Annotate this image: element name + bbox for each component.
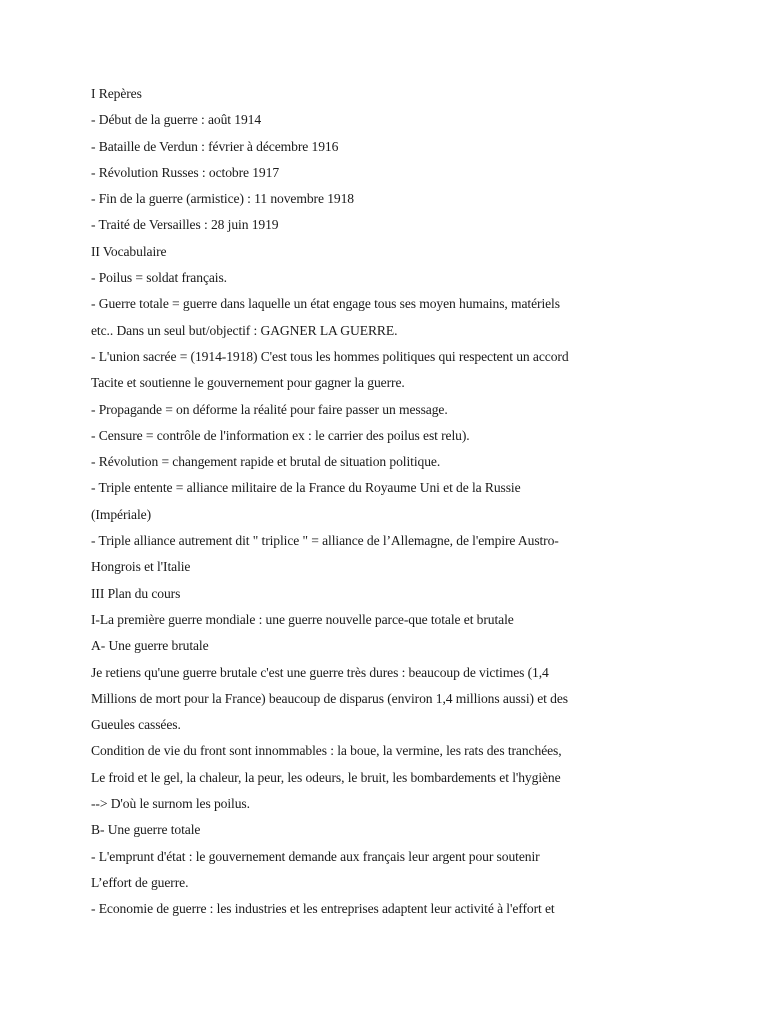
text-line: - Poilus = soldat français. <box>91 270 227 286</box>
text-line: - Economie de guerre : les industries et les entreprises adaptent leur activité à l'effort et <box>91 901 555 917</box>
text-line: --> D'où le surnom les poilus. <box>91 796 250 812</box>
text-line: Millions de mort pour la France) beaucoup de disparus (environ 1,4 millions aussi) et des <box>91 690 568 706</box>
text-line: - L'union sacrée = (1914-1918) C'est tous les hommes politiques qui respectent un accord <box>91 348 569 364</box>
text-line: - Bataille de Verdun : février à décembre 1916 <box>91 138 339 154</box>
text-line: - Triple entente = alliance militaire de la France du Royaume Uni et de la Russie <box>91 480 521 496</box>
text-line: Tacite et soutienne le gouvernement pour gagner la guerre. <box>91 375 405 391</box>
text-line: - Guerre totale = guerre dans laquelle un état engage tous ses moyen humains, matériels <box>91 296 560 312</box>
text-line: L’effort de guerre. <box>91 874 189 890</box>
text-line: B- Une guerre totale <box>91 822 201 838</box>
text-line: A- Une guerre brutale <box>91 638 209 654</box>
text-line: etc.. Dans un seul but/objectif : GAGNER LA GUERRE. <box>91 322 398 338</box>
text-line: - Fin de la guerre (armistice) : 11 novembre 1918 <box>91 191 354 207</box>
text-line: Je retiens qu'une guerre brutale c'est une guerre très dures : beaucoup de victimes (1,4 <box>91 664 549 680</box>
text-line: - Censure = contrôle de l'information ex : le carrier des poilus est relu). <box>91 427 470 443</box>
text-line: III Plan du cours <box>91 585 181 601</box>
text-line: II Vocabulaire <box>91 243 167 259</box>
text-line: - Triple alliance autrement dit " triplice " = alliance de l’Allemagne, de l'empire Austro- <box>91 533 559 549</box>
text-line: I Repères <box>91 86 142 101</box>
text-line: I-La première guerre mondiale : une guerre nouvelle parce-que totale et brutale <box>91 611 514 627</box>
text-line: - Propagande = on déforme la réalité pour faire passer un message. <box>91 401 448 417</box>
document-text <box>91 81 691 923</box>
text-line: - Traité de Versailles : 28 juin 1919 <box>91 217 279 233</box>
text-line: Gueules cassées. <box>91 717 181 733</box>
text-line: - Révolution Russes : octobre 1917 <box>91 164 280 180</box>
text-line: - Début de la guerre : août 1914 <box>91 112 262 128</box>
text-line: Le froid et le gel, la chaleur, la peur, les odeurs, le bruit, les bombardements et l'hygiène <box>91 769 561 785</box>
text-line: Hongrois et l'Italie <box>91 559 191 575</box>
text-line: (Impériale) <box>91 506 152 522</box>
text-line: Condition de vie du front sont innommables : la boue, la vermine, les rats des tranchées, <box>91 743 562 759</box>
text-line: - L'emprunt d'état : le gouvernement demande aux français leur argent pour soutenir <box>91 848 540 864</box>
text-line: - Révolution = changement rapide et brutal de situation politique. <box>91 454 441 470</box>
